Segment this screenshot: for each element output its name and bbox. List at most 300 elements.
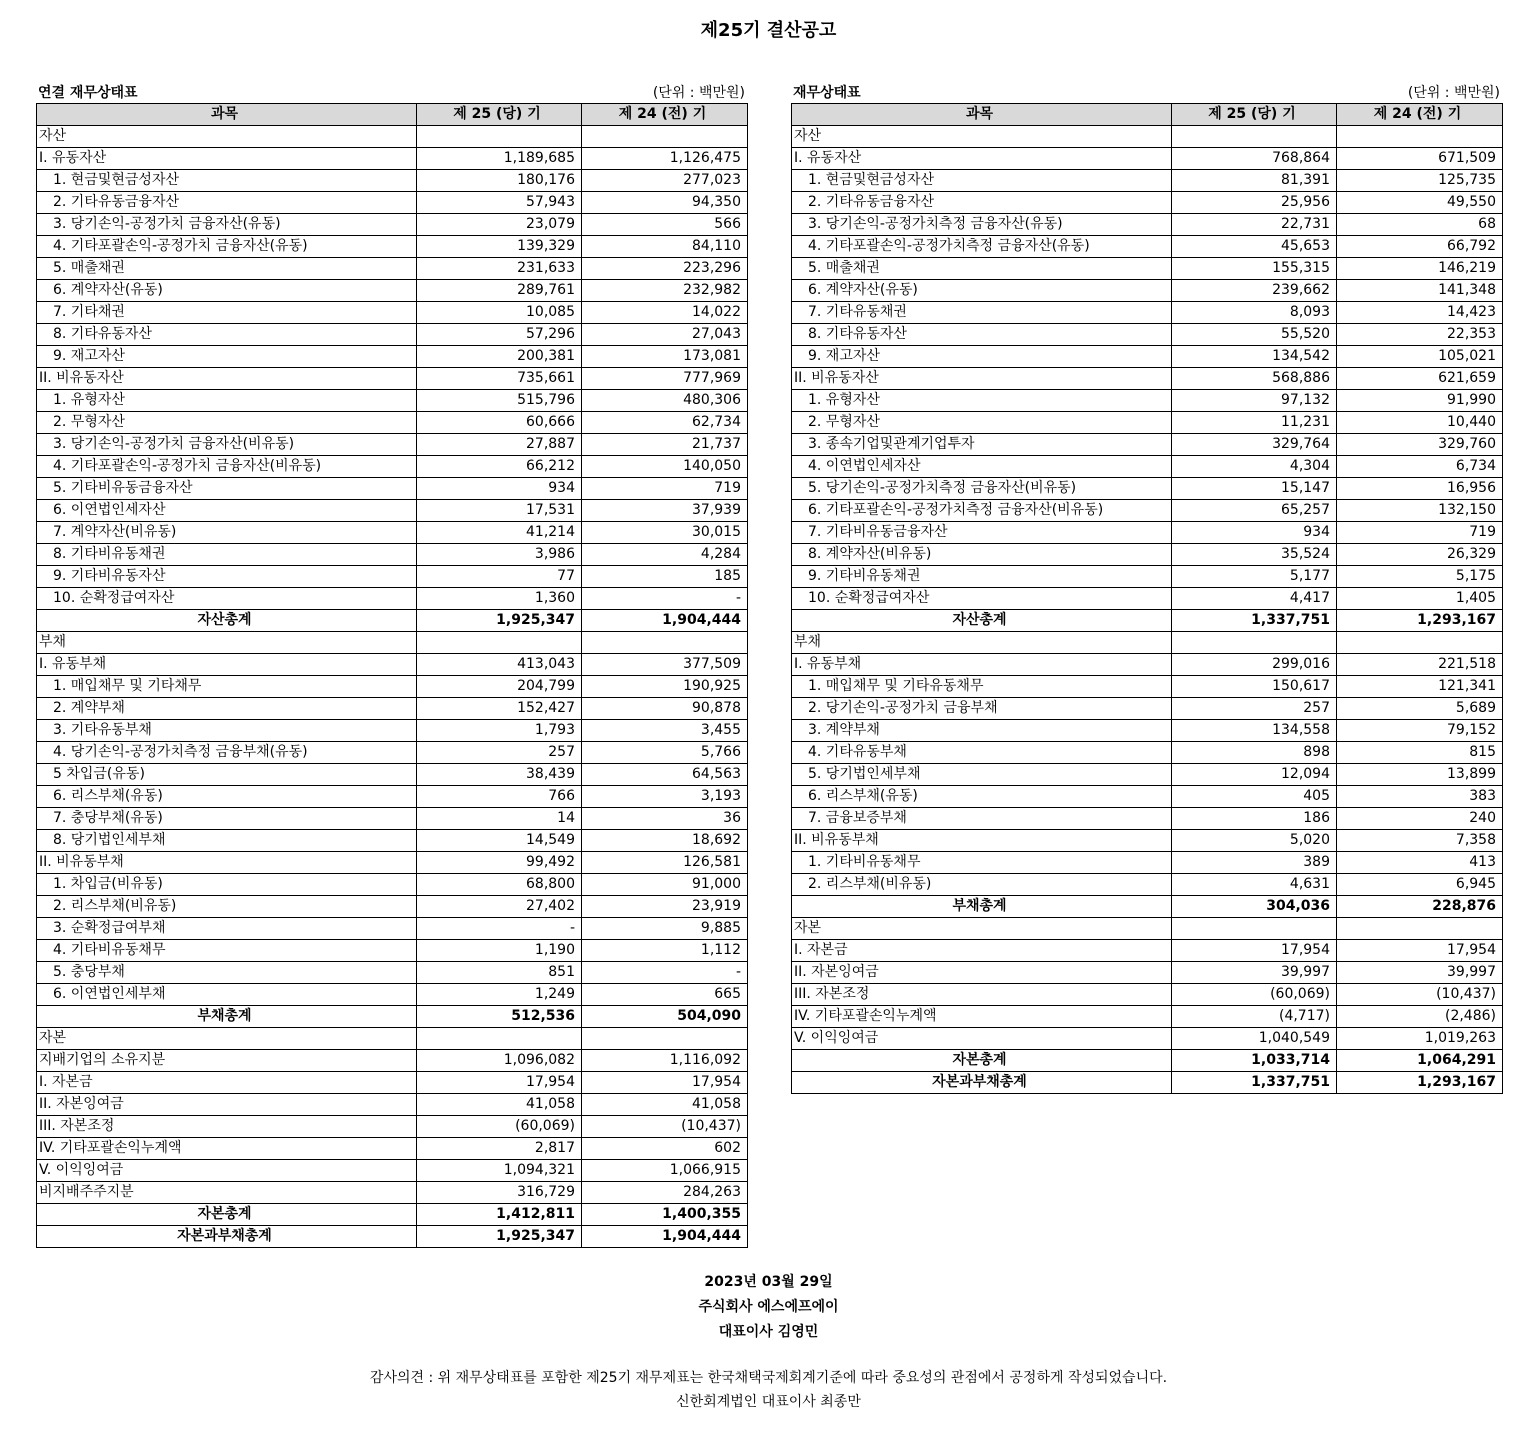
account-cell: IV. 기타포괄손익누계액 [37,1138,417,1160]
current-value-cell: 512,536 [417,1006,582,1028]
previous-value-cell: 13,899 [1337,764,1503,786]
account-cell: 7. 금융보증부채 [792,808,1172,830]
current-value-cell: 17,954 [417,1072,582,1094]
current-value-cell: 35,524 [1172,544,1337,566]
current-value-cell: 1,337,751 [1172,1072,1337,1094]
previous-value-cell: 37,939 [582,500,748,522]
previous-value-cell: 777,969 [582,368,748,390]
table-row [37,1182,748,1204]
account-cell: 부채 [792,632,1172,654]
table-row [792,962,1503,984]
table-row [37,918,748,940]
previous-value-cell: 14,022 [582,302,748,324]
table-row [792,742,1503,764]
account-cell: II. 비유동자산 [792,368,1172,390]
table-row [792,148,1503,170]
previous-value-cell: 7,358 [1337,830,1503,852]
table-row [792,852,1503,874]
account-cell: 부채총계 [792,896,1172,918]
previous-value-cell: 815 [1337,742,1503,764]
previous-value-cell: 30,015 [582,522,748,544]
account-cell: 3. 종속기업및관계기업투자 [792,434,1172,456]
company-name: 주식회사 에스에프에이 [698,1299,839,1315]
current-value-cell: 1,925,347 [417,610,582,632]
account-cell: 6. 리스부채(유동) [792,786,1172,808]
current-value-cell: - [417,918,582,940]
account-cell: 자본총계 [792,1050,1172,1072]
table-row [792,258,1503,280]
table-row [37,368,748,390]
previous-value-cell [582,126,748,148]
current-value-cell: 1,925,347 [417,1226,582,1248]
current-value-cell: 257 [1172,698,1337,720]
current-value-cell: 1,793 [417,720,582,742]
account-cell: 9. 재고자산 [792,346,1172,368]
table-row [37,654,748,676]
current-value-cell: 14,549 [417,830,582,852]
table-row [37,434,748,456]
previous-value-cell: 377,509 [582,654,748,676]
account-cell: I. 유동자산 [792,148,1172,170]
table-row [37,808,748,830]
previous-value-cell: 602 [582,1138,748,1160]
table-row [792,456,1503,478]
current-value-cell: 57,943 [417,192,582,214]
current-value-cell: 68,800 [417,874,582,896]
current-value-cell: 239,662 [1172,280,1337,302]
previous-value-cell: 5,766 [582,742,748,764]
account-cell: 8. 당기법인세부채 [37,830,417,852]
previous-value-cell: 329,760 [1337,434,1503,456]
account-cell: 10. 순확정급여자산 [792,588,1172,610]
previous-value-cell: 21,737 [582,434,748,456]
previous-value-cell: 16,956 [1337,478,1503,500]
section-row [37,632,748,654]
current-value-cell: 12,094 [1172,764,1337,786]
account-cell: 10. 순확정급여자산 [37,588,417,610]
table-row [792,786,1503,808]
previous-value-cell: 1,904,444 [582,610,748,632]
current-value-cell: 97,132 [1172,390,1337,412]
account-cell: 7. 계약자산(비유동) [37,522,417,544]
previous-value-cell: 232,982 [582,280,748,302]
previous-value-cell: 64,563 [582,764,748,786]
account-cell: 2. 무형자산 [37,412,417,434]
audit-block [0,1366,1537,1414]
account-cell: 6. 기타포괄손익-공정가치측정 금융자산(비유동) [792,500,1172,522]
current-value-cell: 180,176 [417,170,582,192]
current-value-cell: 568,886 [1172,368,1337,390]
account-cell: 1. 매입채무 및 기타유동채무 [792,676,1172,698]
total-row [37,1226,748,1248]
current-value-cell: 4,304 [1172,456,1337,478]
current-value-cell: 1,189,685 [417,148,582,170]
table-row [792,830,1503,852]
account-cell: 4. 기타포괄손익-공정가치 금융자산(비유동) [37,456,417,478]
current-value-cell: (60,069) [1172,984,1337,1006]
previous-value-cell: 504,090 [582,1006,748,1028]
current-value-cell: 17,531 [417,500,582,522]
current-value-cell: 1,033,714 [1172,1050,1337,1072]
previous-value-cell: 277,023 [582,170,748,192]
account-cell: IV. 기타포괄손익누계액 [792,1006,1172,1028]
table-row [792,698,1503,720]
previous-value-cell: 121,341 [1337,676,1503,698]
account-cell: 8. 계약자산(비유동) [792,544,1172,566]
account-cell: 5. 당기법인세부채 [792,764,1172,786]
unit-label: (단위 : 백만원) [652,85,745,101]
previous-value-cell: 125,735 [1337,170,1503,192]
previous-value-cell [582,1028,748,1050]
table-title: 연결 재무상태표 [38,85,138,101]
table-row [792,214,1503,236]
previous-value-cell: 18,692 [582,830,748,852]
account-cell: 자산 [792,126,1172,148]
previous-value-cell: 17,954 [582,1072,748,1094]
previous-value-cell [1337,918,1503,940]
previous-value-cell: 141,348 [1337,280,1503,302]
account-cell: 4. 이연법인세자산 [792,456,1172,478]
account-cell: 8. 기타유동자산 [37,324,417,346]
table-row [37,390,748,412]
current-value-cell: 150,617 [1172,676,1337,698]
current-value-cell: 4,417 [1172,588,1337,610]
table-row [37,500,748,522]
current-value-cell: 139,329 [417,236,582,258]
previous-value-cell: (10,437) [1337,984,1503,1006]
account-cell: 5. 기타비유동금융자산 [37,478,417,500]
previous-value-cell: 5,689 [1337,698,1503,720]
previous-value-cell: 14,423 [1337,302,1503,324]
header-current: 제 25 (당) 기 [1172,104,1337,126]
table-row [37,346,748,368]
account-cell: II. 자본잉여금 [792,962,1172,984]
previous-value-cell: 5,175 [1337,566,1503,588]
account-cell: 8. 기타유동자산 [792,324,1172,346]
account-cell: 3. 순확정급여부채 [37,918,417,940]
account-cell: 8. 기타비유동채권 [37,544,417,566]
account-cell: 4. 당기손익-공정가치측정 금융부채(유동) [37,742,417,764]
current-value-cell: (4,717) [1172,1006,1337,1028]
current-value-cell: 11,231 [1172,412,1337,434]
section-row [37,126,748,148]
current-value-cell: 38,439 [417,764,582,786]
table-row [792,346,1503,368]
current-value-cell [417,632,582,654]
table-row [792,1028,1503,1050]
current-value-cell: 515,796 [417,390,582,412]
previous-value-cell: 1,019,263 [1337,1028,1503,1050]
separate-balance-sheet [791,84,1502,1094]
previous-value-cell: 17,954 [1337,940,1503,962]
previous-value-cell: 22,353 [1337,324,1503,346]
current-value-cell: 1,337,751 [1172,610,1337,632]
previous-value-cell: 66,792 [1337,236,1503,258]
previous-value-cell: 23,919 [582,896,748,918]
account-cell: 9. 기타비유동채권 [792,566,1172,588]
current-value-cell: 8,093 [1172,302,1337,324]
account-cell: II. 비유동부채 [792,830,1172,852]
previous-value-cell: 240 [1337,808,1503,830]
current-value-cell: 289,761 [417,280,582,302]
current-value-cell: 25,956 [1172,192,1337,214]
previous-value-cell: 84,110 [582,236,748,258]
account-cell: 1. 유형자산 [792,390,1172,412]
previous-value-cell: 1,904,444 [582,1226,748,1248]
total-row [792,896,1503,918]
current-value-cell: 1,040,549 [1172,1028,1337,1050]
account-cell: 6. 이연법인세자산 [37,500,417,522]
table-row [792,984,1503,1006]
table-row [37,170,748,192]
current-value-cell: 66,212 [417,456,582,478]
previous-value-cell: 49,550 [1337,192,1503,214]
current-value-cell: 1,249 [417,984,582,1006]
account-cell: 3. 당기손익-공정가치 금융자산(비유동) [37,434,417,456]
previous-value-cell: 566 [582,214,748,236]
previous-value-cell: 3,455 [582,720,748,742]
section-row [792,918,1503,940]
current-value-cell: 155,315 [1172,258,1337,280]
current-value-cell: 2,817 [417,1138,582,1160]
current-value-cell [1172,632,1337,654]
previous-value-cell: 190,925 [582,676,748,698]
table-row [792,544,1503,566]
previous-value-cell: 9,885 [582,918,748,940]
table-row [37,962,748,984]
table-row [792,368,1503,390]
total-row [792,1072,1503,1094]
account-cell: 6. 이연법인세부채 [37,984,417,1006]
account-cell: I. 자본금 [37,1072,417,1094]
previous-value-cell: 6,734 [1337,456,1503,478]
account-cell: 6. 계약자산(유동) [792,280,1172,302]
current-value-cell: 898 [1172,742,1337,764]
previous-value-cell: 480,306 [582,390,748,412]
previous-value-cell: 383 [1337,786,1503,808]
account-cell: 지배기업의 소유지분 [37,1050,417,1072]
account-cell: II. 자본잉여금 [37,1094,417,1116]
current-value-cell: 39,997 [1172,962,1337,984]
account-cell: 4. 기타비유동채무 [37,940,417,962]
table-row [37,412,748,434]
account-cell: 자본총계 [37,1204,417,1226]
table-title: 재무상태표 [793,85,861,101]
previous-value-cell: 41,058 [582,1094,748,1116]
account-cell: I. 유동자산 [37,148,417,170]
previous-value-cell: 140,050 [582,456,748,478]
total-row [37,1204,748,1226]
account-cell: 부채 [37,632,417,654]
table-caption [791,84,1502,103]
table-row [792,390,1503,412]
page-title: 제25기 결산공고 [700,20,837,41]
previous-value-cell: 1,293,167 [1337,1072,1503,1094]
unit-label: (단위 : 백만원) [1407,85,1500,101]
table-row [792,566,1503,588]
current-value-cell [1172,918,1337,940]
table-row [792,1006,1503,1028]
table-row [792,434,1503,456]
account-cell: 4. 기타유동부채 [792,742,1172,764]
previous-value-cell: 621,659 [1337,368,1503,390]
current-value-cell: 57,296 [417,324,582,346]
current-value-cell: 99,492 [417,852,582,874]
previous-value-cell: 27,043 [582,324,748,346]
current-value-cell: 329,764 [1172,434,1337,456]
current-value-cell: 3,986 [417,544,582,566]
account-cell: 부채총계 [37,1006,417,1028]
previous-value-cell: 413 [1337,852,1503,874]
current-value-cell: 1,094,321 [417,1160,582,1182]
ceo-name: 대표이사 김영민 [718,1324,819,1340]
previous-value-cell: 228,876 [1337,896,1503,918]
current-value-cell: 134,558 [1172,720,1337,742]
section-row [792,126,1503,148]
current-value-cell: 17,954 [1172,940,1337,962]
current-value-cell: 5,020 [1172,830,1337,852]
table-row [37,456,748,478]
table-row [37,720,748,742]
account-cell: 1. 유형자산 [37,390,417,412]
account-cell: 6. 리스부채(유동) [37,786,417,808]
table-row [37,258,748,280]
previous-value-cell: 3,193 [582,786,748,808]
previous-value-cell: 94,350 [582,192,748,214]
balance-table [36,103,748,1248]
account-cell: 3. 계약부채 [792,720,1172,742]
table-row [37,698,748,720]
current-value-cell: 27,402 [417,896,582,918]
account-cell: 9. 기타비유동자산 [37,566,417,588]
table-row [37,236,748,258]
total-row [37,1006,748,1028]
current-value-cell: 55,520 [1172,324,1337,346]
account-cell: 1. 매입채무 및 기타채무 [37,676,417,698]
header-current: 제 25 (당) 기 [417,104,582,126]
previous-value-cell: 671,509 [1337,148,1503,170]
previous-value-cell: 719 [1337,522,1503,544]
table-row [37,478,748,500]
table-row [37,192,748,214]
previous-value-cell: 10,440 [1337,412,1503,434]
current-value-cell: 15,147 [1172,478,1337,500]
account-cell: 2. 무형자산 [792,412,1172,434]
account-cell: 3. 당기손익-공정가치측정 금융자산(유동) [792,214,1172,236]
current-value-cell: 152,427 [417,698,582,720]
previous-value-cell: 1,066,915 [582,1160,748,1182]
account-cell: 자산총계 [37,610,417,632]
audit-opinion: 감사의견 : 위 재무상태표를 포함한 제25기 재무제표는 한국채택국제회계기준에 따라 중요성의 관점에서 공정하게 작성되었습니다. [369,1370,1168,1386]
current-value-cell: 231,633 [417,258,582,280]
header-previous: 제 24 (전) 기 [1337,104,1503,126]
table-row [37,742,748,764]
account-cell: 5. 매출채권 [37,258,417,280]
account-cell: 1. 현금및현금성자산 [792,170,1172,192]
table-row [792,874,1503,896]
auditor-name: 신한회계법인 대표이사 최종만 [676,1394,861,1410]
previous-value-cell: 39,997 [1337,962,1503,984]
current-value-cell: 851 [417,962,582,984]
current-value-cell: 14 [417,808,582,830]
header-previous: 제 24 (전) 기 [582,104,748,126]
table-row [37,830,748,852]
account-cell: 자산총계 [792,610,1172,632]
account-cell: 5. 당기손익-공정가치측정 금융자산(비유동) [792,478,1172,500]
previous-value-cell: 90,878 [582,698,748,720]
account-cell: 자본과부채총계 [37,1226,417,1248]
table-row [792,478,1503,500]
table-row [37,1160,748,1182]
account-cell: 2. 기타유동금융자산 [792,192,1172,214]
table-body [37,126,748,1248]
account-cell: 3. 기타유동부채 [37,720,417,742]
current-value-cell: 389 [1172,852,1337,874]
account-cell: 자본 [792,918,1172,940]
previous-value-cell: 1,126,475 [582,148,748,170]
account-cell: 2. 계약부채 [37,698,417,720]
table-row [37,302,748,324]
previous-value-cell: 146,219 [1337,258,1503,280]
account-cell: V. 이익잉여금 [37,1160,417,1182]
previous-value-cell [1337,632,1503,654]
previous-value-cell: 4,284 [582,544,748,566]
current-value-cell: 934 [1172,522,1337,544]
consolidated-balance-sheet [36,84,747,1248]
current-value-cell: 413,043 [417,654,582,676]
previous-value-cell: 221,518 [1337,654,1503,676]
previous-value-cell: 173,081 [582,346,748,368]
table-body [792,126,1503,1094]
total-row [792,1050,1503,1072]
signature-block [0,1270,1537,1345]
table-row [37,280,748,302]
balance-table [791,103,1503,1094]
table-row [37,1138,748,1160]
account-cell: I. 자본금 [792,940,1172,962]
announcement-date: 2023년 03월 29일 [704,1274,833,1290]
current-value-cell: 65,257 [1172,500,1337,522]
account-cell: 7. 기타유동채권 [792,302,1172,324]
previous-value-cell: 223,296 [582,258,748,280]
current-value-cell: 257 [417,742,582,764]
account-cell: 2. 리스부채(비유동) [37,896,417,918]
table-row [792,522,1503,544]
current-value-cell: 27,887 [417,434,582,456]
previous-value-cell: 79,152 [1337,720,1503,742]
account-cell: 자본 [37,1028,417,1050]
previous-value-cell: 126,581 [582,852,748,874]
current-value-cell: 4,631 [1172,874,1337,896]
account-cell: 7. 충당부채(유동) [37,808,417,830]
account-cell: 2. 리스부채(비유동) [792,874,1172,896]
current-value-cell: 304,036 [1172,896,1337,918]
account-cell: 비지배주주지분 [37,1182,417,1204]
previous-value-cell: 91,990 [1337,390,1503,412]
current-value-cell [1172,126,1337,148]
table-row [37,786,748,808]
current-value-cell: 766 [417,786,582,808]
current-value-cell: 299,016 [1172,654,1337,676]
current-value-cell: 316,729 [417,1182,582,1204]
header-row [792,104,1503,126]
table-row [37,566,748,588]
account-cell: 5. 매출채권 [792,258,1172,280]
account-cell: V. 이익잉여금 [792,1028,1172,1050]
account-cell: 1. 현금및현금성자산 [37,170,417,192]
table-row [37,522,748,544]
current-value-cell: 1,190 [417,940,582,962]
